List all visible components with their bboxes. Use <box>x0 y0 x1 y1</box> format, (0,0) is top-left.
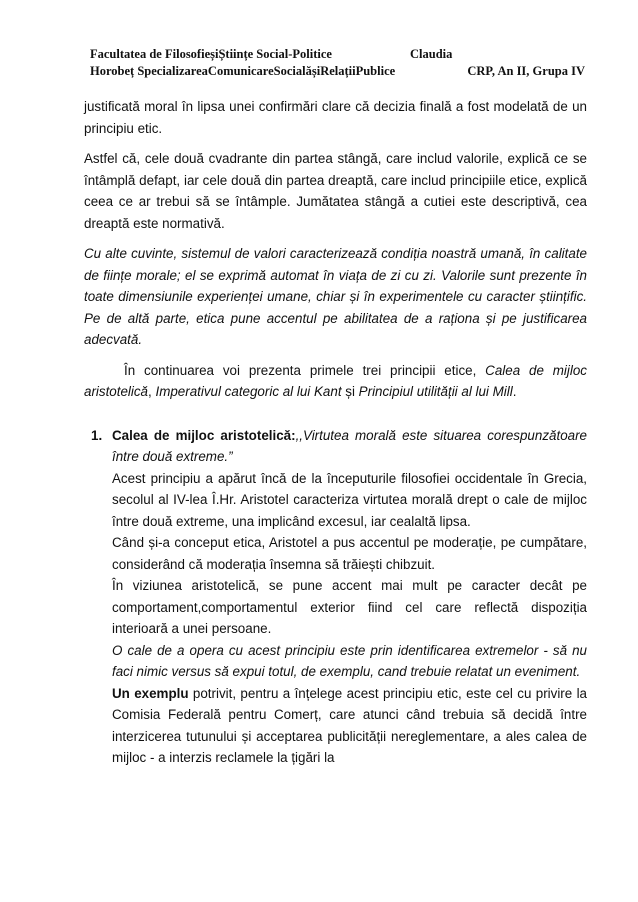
page-header <box>90 46 585 80</box>
text-run: , <box>148 384 156 399</box>
principle-name: Principiul utilității al lui Mill <box>358 384 513 399</box>
list-heading <box>112 425 587 468</box>
list-paragraph-example <box>112 683 587 769</box>
paragraph-principles <box>84 360 587 403</box>
list-number: 1. <box>91 427 103 443</box>
list-paragraph: Acest principiu a apărut încă de la începuturile filosofiei occidentale în Grecia, secolul al IV-lea Î.Hr. Aristotel caracteriza virtutea morală drept o cale de mijloc între două extreme, una implicând excesul, iar cealaltă lipsa. <box>112 470 587 529</box>
header-specialization: Horobeț SpecializareaComunicareSocialășiRelațiiPublice <box>90 64 396 78</box>
example-label: Un exemplu <box>112 685 189 701</box>
header-group: CRP, An II, Grupa IV <box>467 64 585 78</box>
paragraph: justificată moral în lipsa unei confirmări clare că decizia finală a fost modelată de un principiu etic. <box>84 99 587 136</box>
list-title: Calea de mijloc aristotelică: <box>112 427 296 443</box>
list-paragraph: În viziunea aristotelică, se pune accent mai mult pe caracter decât pe comportament,comportamentul exterior fiind cel care reflectă dispoziția interioară a unei persoane. <box>112 578 587 636</box>
principle-name: Calea de mijloc aristotelică <box>84 362 587 399</box>
header-faculty: Facultatea de FilosofieșiȘtiințe Social-Politice <box>90 47 332 61</box>
text-run: În continuarea voi prezenta primele trei principii etice, <box>124 362 486 378</box>
principle-name: Imperativul categoric al lui Kant <box>155 384 342 399</box>
text-run: potrivit, pentru a înțelege acest principiu etic, este cel cu privire la Comisia Federală pentru Comerț, care atunci când trebuia să decidă între interzicerea tutunului și acceptarea publicității nereglementare, a ales calea de mijloc - a interzis reclamele la țigări la <box>112 685 587 765</box>
paragraph: Astfel că, cele două cvadrante din partea stângă, care includ valorile, explică ce se întâmplă defapt, iar cele două din partea dreaptă, care includ principiile etice, explică ceea ce ar trebui să se întâmple. Jumătatea stângă a cutiei este descriptivă, cea dreaptă este normativă. <box>84 151 587 231</box>
text-run: . <box>512 384 517 399</box>
list-quote: ,,Virtutea morală este situarea corespunzătoare între două extreme.” <box>112 427 587 464</box>
list-item <box>84 425 587 769</box>
header-first-name: Claudia <box>410 47 453 61</box>
paragraph-italic: Cu alte cuvinte, sistemul de valori caracterizează condiția noastră umană, în calitate de ființe morale; el se exprimă automat în viața de zi cu zi. Valorile sunt prezente în toate dimensiunile experienței umane, chiar și în experimentele cu caracter științific. Pe de altă parte, etica pune accentul pe abilitatea de a raționa și pe justificarea adecvată. <box>84 246 587 347</box>
text-run: și <box>341 384 359 399</box>
list-paragraph: Când și-a conceput etica, Aristotel a pus accentul pe moderație, pe cumpătare, considerând că moderația însemna să trăiești chibzuit. <box>112 535 587 572</box>
document-body <box>84 96 587 769</box>
list-paragraph-italic: O cale de a opera cu acest principiu este prin identificarea extremelor - să nu faci nimic versus să expui totul, de exemplu, cand trebuie relatat un eveniment. <box>112 642 587 679</box>
